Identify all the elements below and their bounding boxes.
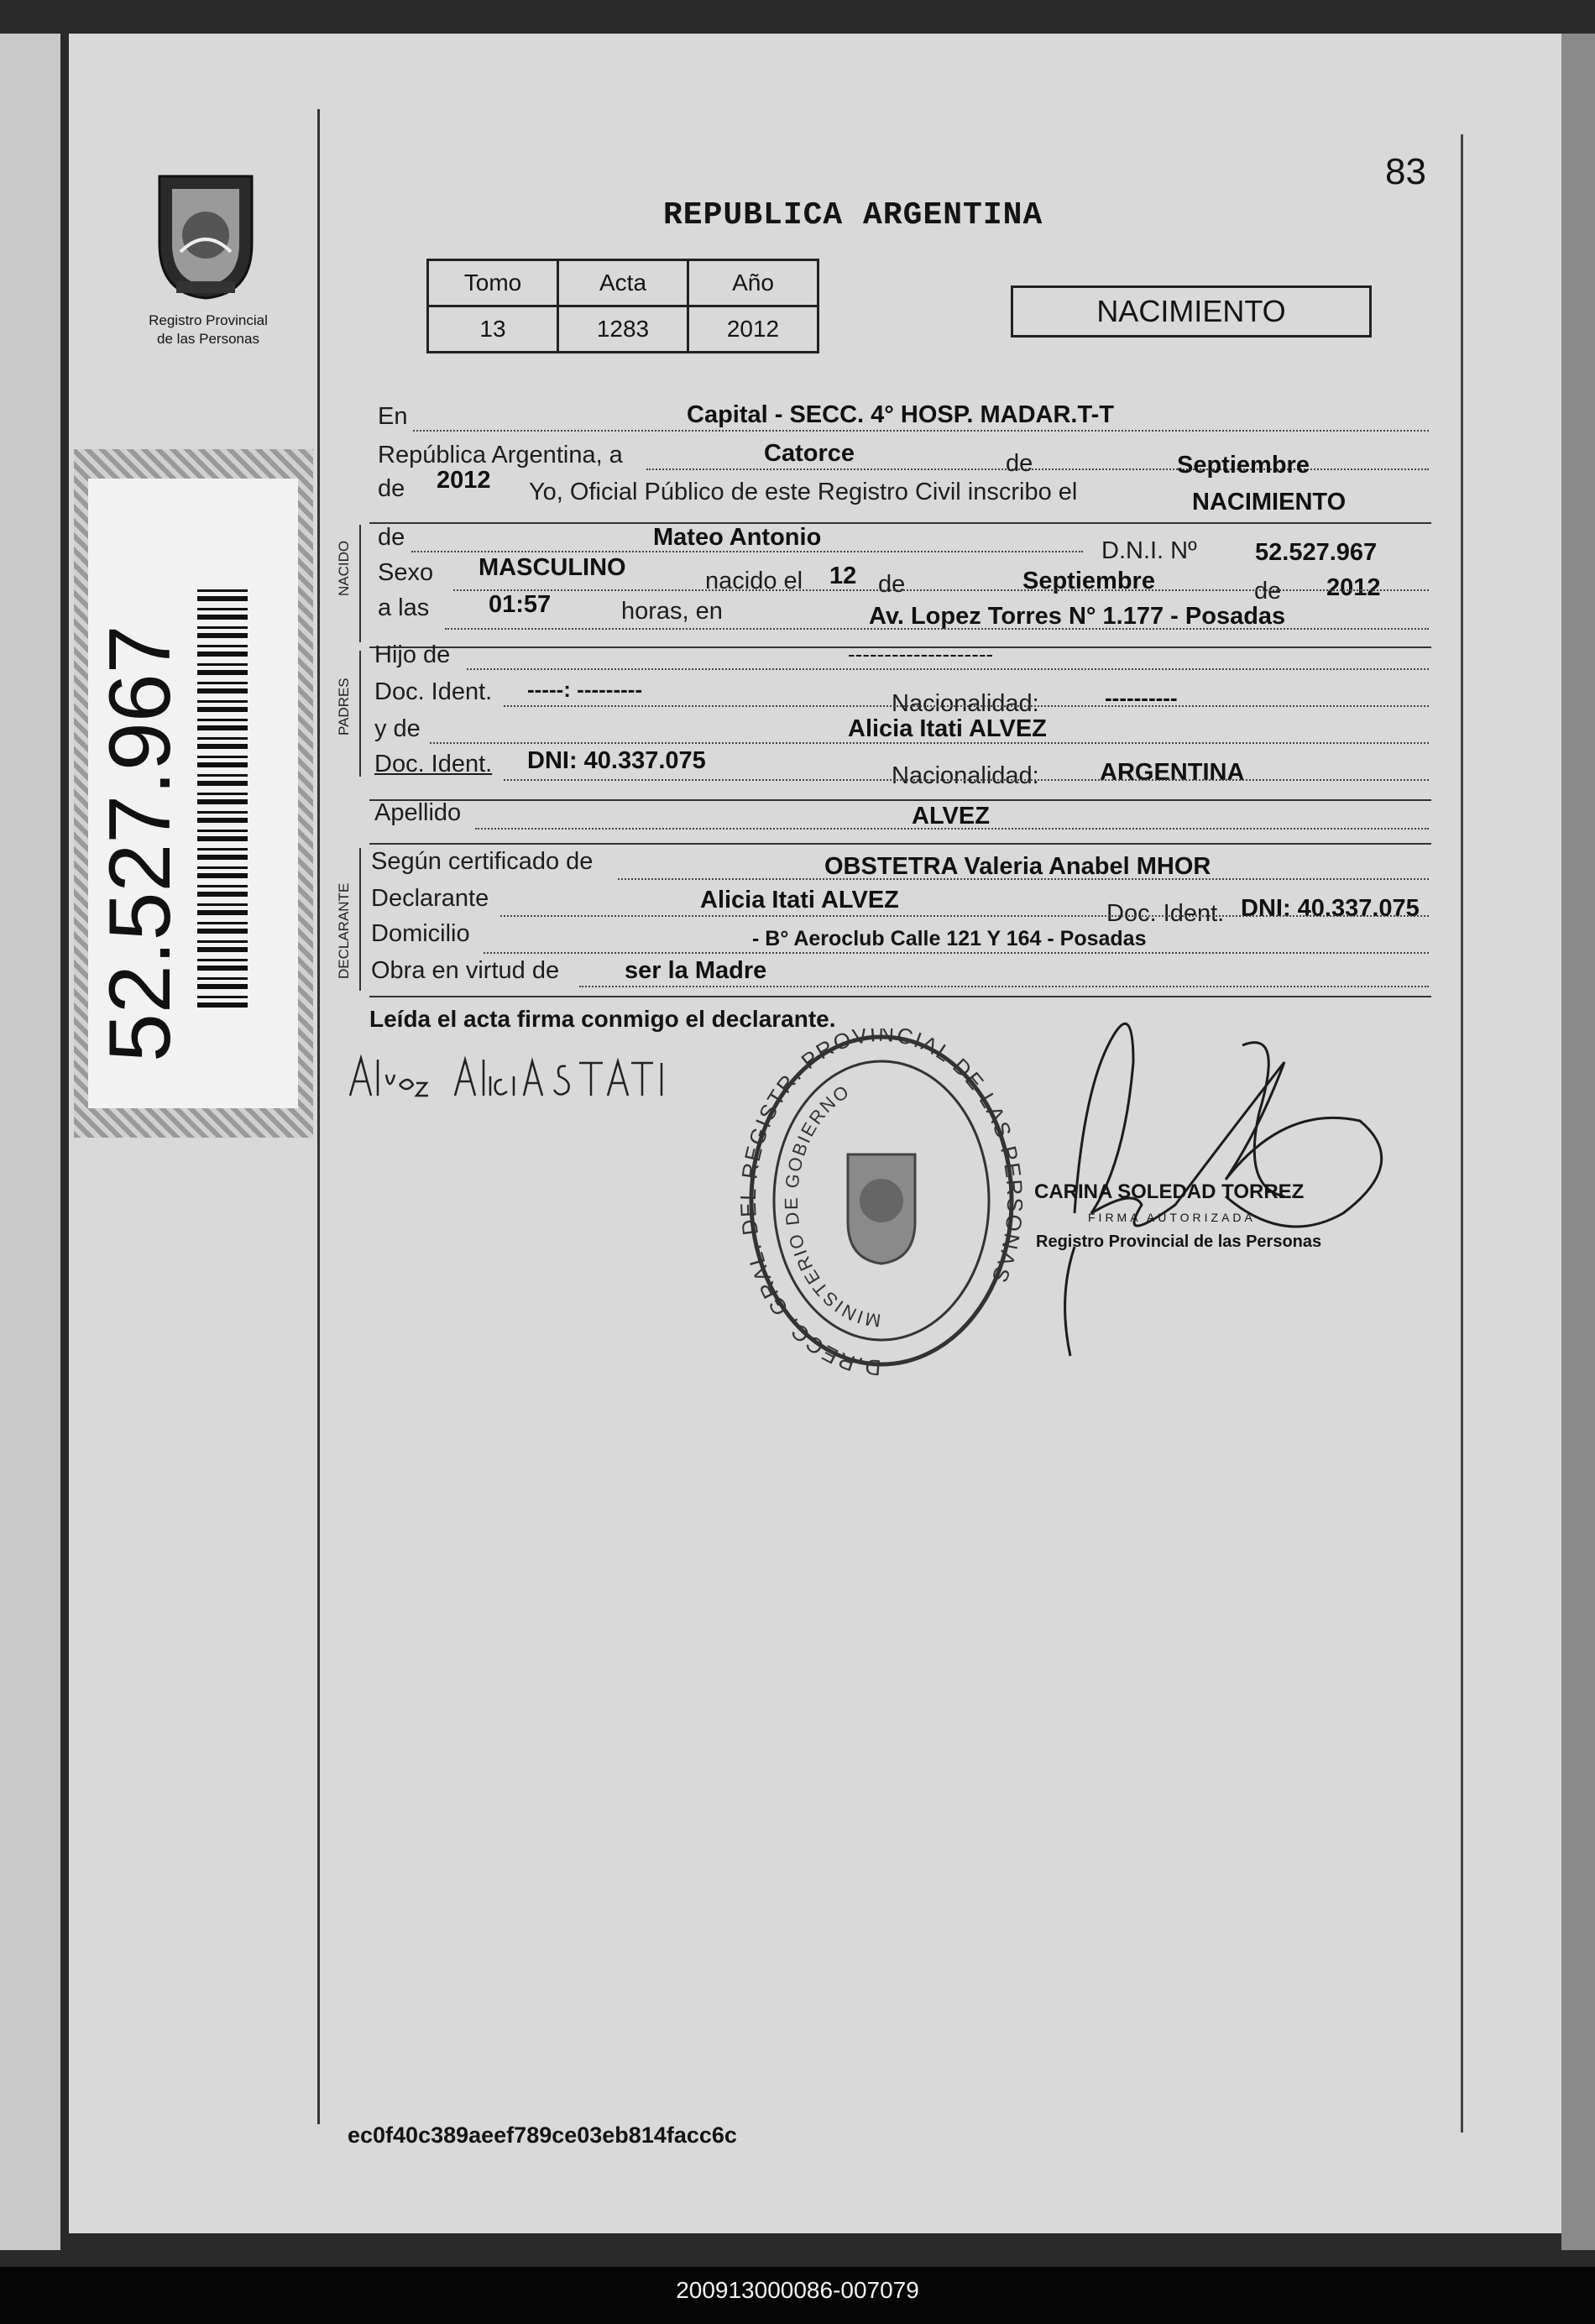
- hijo-label: Hijo de: [374, 641, 451, 668]
- fill-line: [646, 468, 1429, 470]
- stamp-outer-text: D.RECC. GRAL. D REGISTR. PROVINCIAL DE LAS PE NAS: [739, 1029, 1024, 1381]
- official-signature-icon: [1007, 995, 1402, 1364]
- seal-caption-2: de las Personas: [157, 331, 259, 347]
- father-nationality: ----------: [1105, 685, 1178, 710]
- stamp-inner-text: MINISTERIO DE GOBIERNO: [780, 1080, 882, 1332]
- fill-line: [467, 668, 1429, 670]
- left-margin-line: [317, 109, 320, 2124]
- domicilio-label: Domicilio: [371, 920, 470, 947]
- oficial-text: Yo, Oficial Público de este Registro Civil inscribo el: [529, 479, 1078, 505]
- child-dni: 52.527.967: [1255, 539, 1378, 566]
- official-role: FIRMA AUTORIZADA: [1088, 1211, 1256, 1224]
- previous-page-edge: [0, 34, 60, 2250]
- birth-day: 12: [829, 563, 857, 589]
- section-divider: [369, 522, 1431, 524]
- de-label: de: [878, 571, 906, 598]
- docident-label: Doc. Ident.: [374, 751, 493, 777]
- table-header: Acta: [558, 260, 688, 306]
- address-value: - B° Aeroclub Calle 121 Y 164 - Posadas: [752, 927, 1147, 950]
- official-stamp: [739, 1029, 1024, 1381]
- father-value: --------------------: [848, 641, 994, 667]
- sex-value: MASCULINO: [478, 554, 626, 581]
- fill-line: [453, 589, 1429, 591]
- birth-place: Av. Lopez Torres N° 1.177 - Posadas: [869, 603, 1286, 630]
- nacido-label: nacido el: [705, 568, 803, 594]
- place-value: Capital - SECC. 4° HOSP. MADAR.T-T: [687, 401, 1114, 428]
- horas-label: horas, en: [621, 598, 723, 625]
- father-doc: -----: ---------: [527, 677, 643, 702]
- declarant-signature: [346, 1049, 682, 1108]
- barcode-bars: [197, 588, 248, 1008]
- official-signature: [1007, 995, 1402, 1364]
- document-hash: ec0f40c389aeef789ce03eb814facc6c: [348, 2122, 737, 2148]
- fill-line: [484, 952, 1429, 954]
- right-margin-line: [1461, 134, 1463, 2133]
- section-line: [359, 525, 361, 642]
- nacido-side-label: NACIDO: [336, 540, 352, 596]
- apellido-label: Apellido: [374, 799, 462, 826]
- de-label: de: [1254, 578, 1282, 605]
- certifier-value: OBSTETRA Valeria Anabel MHOR: [824, 853, 1211, 880]
- handwritten-signature-icon: [346, 1049, 682, 1108]
- record-type-box: NACIMIENTO: [1011, 285, 1372, 338]
- dni-label: D.N.I. Nº: [1101, 537, 1197, 564]
- table-cell: 13: [428, 306, 558, 353]
- nacionalidad-label: Nacionalidad:: [892, 690, 1039, 717]
- fill-line: [500, 915, 1429, 917]
- fill-line: [475, 828, 1429, 830]
- alas-label: a las: [378, 594, 430, 621]
- seal-caption-1: Registro Provincial: [149, 312, 268, 328]
- nacionalidad-label: Nacionalidad:: [892, 762, 1039, 789]
- section-divider: [369, 843, 1431, 845]
- table-cell: 2012: [688, 306, 818, 353]
- segun-label: Según certificado de: [371, 848, 594, 875]
- table-cell: 1283: [558, 306, 688, 353]
- section-divider: [369, 799, 1431, 801]
- child-name: Mateo Antonio: [653, 524, 822, 551]
- fill-line: [504, 705, 1429, 707]
- padres-side-label: PADRES: [336, 678, 352, 735]
- fill-line: [445, 628, 1429, 630]
- en-label: En: [378, 403, 408, 430]
- section-line: [359, 651, 361, 777]
- docident-label: Doc. Ident.: [374, 678, 493, 705]
- page-number: 83: [1385, 151, 1426, 192]
- surname-value: ALVEZ: [912, 803, 990, 830]
- barcode-number: 52.527.967: [92, 625, 189, 1062]
- mother-name: Alicia Itati ALVEZ: [848, 715, 1047, 742]
- table-header: Tomo: [428, 260, 558, 306]
- year-value: 2012: [437, 467, 491, 494]
- fill-line: [430, 742, 1429, 744]
- obra-label: Obra en virtud de: [371, 957, 560, 984]
- sexo-label: Sexo: [378, 559, 434, 586]
- declarante-label: Declarante: [371, 885, 489, 912]
- de-label: de: [1006, 450, 1033, 477]
- birth-month: Septiembre: [1022, 568, 1155, 594]
- yde-label: y de: [374, 715, 421, 742]
- de-label: de: [378, 524, 405, 551]
- document-title: REPUBLICA ARGENTINA: [663, 197, 1043, 233]
- fill-line: [618, 878, 1429, 880]
- declarant-dni: DNI: 40.337.075: [1241, 895, 1420, 922]
- month-value: Septiembre: [1177, 452, 1310, 479]
- birth-year: 2012: [1326, 574, 1381, 601]
- declarante-side-label: DECLARANTE: [336, 882, 352, 979]
- day-value: Catorce: [764, 440, 855, 467]
- relation-value: ser la Madre: [625, 957, 767, 984]
- inscribo-value: NACIMIENTO: [1192, 489, 1347, 516]
- mother-nationality: ARGENTINA: [1100, 759, 1245, 786]
- closing-text: Leída el acta firma conmigo el declarante.: [369, 1006, 836, 1032]
- next-page-edge: [1561, 34, 1595, 2250]
- declarant-name: Alicia Itati ALVEZ: [700, 887, 899, 913]
- birth-time: 01:57: [489, 591, 552, 618]
- fill-line: [413, 430, 1429, 432]
- republica-label: República Argentina, a: [378, 442, 623, 468]
- province-seal: [143, 168, 269, 302]
- decl-doc-label: Doc. Ident.: [1106, 900, 1225, 927]
- fill-line: [504, 779, 1429, 781]
- province-seal-icon: [143, 168, 269, 302]
- de-label: de: [378, 475, 405, 502]
- register-table: [426, 259, 819, 353]
- section-line: [359, 848, 361, 991]
- mother-doc: DNI: 40.337.075: [527, 747, 706, 774]
- official-name: CARINA SOLEDAD TORREZ: [1034, 1180, 1305, 1203]
- footer-id: 200913000086-007079: [676, 2277, 919, 2303]
- official-stamp-icon: [739, 1029, 1024, 1381]
- official-office: Registro Provincial de las Personas: [1036, 1233, 1322, 1251]
- table-header: Año: [688, 260, 818, 306]
- fill-line: [579, 986, 1429, 987]
